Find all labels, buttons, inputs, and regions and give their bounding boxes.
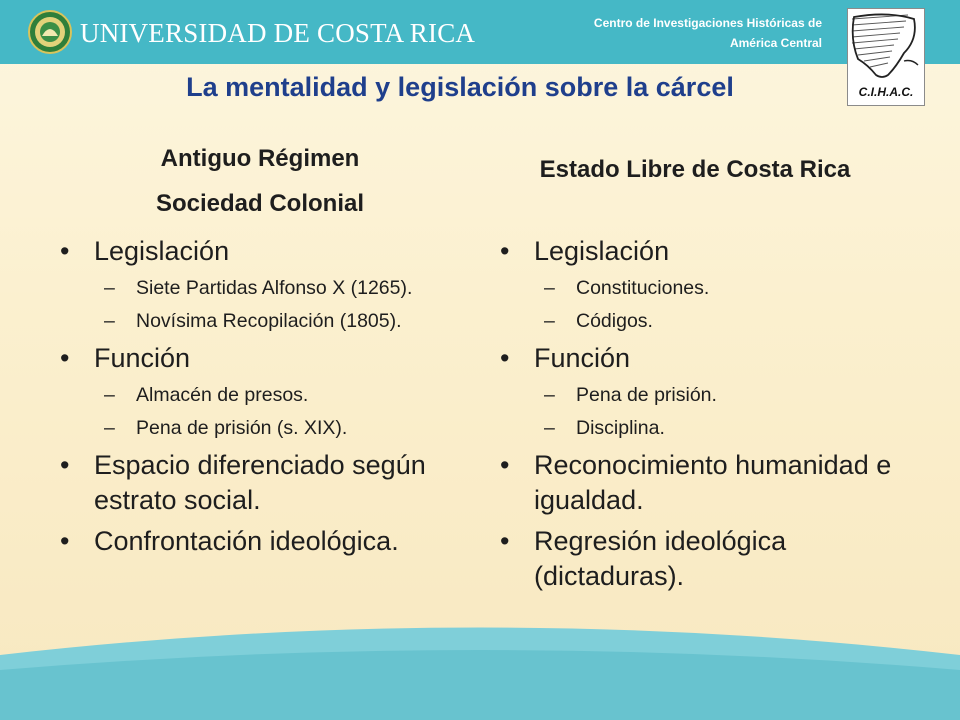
sub-list-item-label: Disciplina. [576, 417, 665, 439]
list-item-label: Regresión ideológica (dictaduras). [534, 526, 787, 591]
cihac-logo-text: C.I.H.A.C. [858, 85, 914, 99]
list-item [500, 234, 900, 335]
dash-icon: – [104, 310, 115, 332]
university-seal-icon [28, 10, 72, 54]
list-item [60, 524, 470, 559]
sub-list-item [534, 415, 900, 442]
list-item-label: Confrontación ideológica. [94, 526, 399, 556]
sub-list [94, 382, 470, 442]
list-item-label: Función [534, 343, 631, 373]
sub-list-item [534, 308, 900, 335]
sub-list-item-label: Constituciones. [576, 277, 710, 299]
bullet-icon: • [60, 526, 70, 556]
list-item [60, 234, 470, 335]
research-center-line1: Centro de Investigaciones Históricas de [593, 16, 822, 30]
list-item-label: Legislación [94, 236, 230, 266]
list-item [60, 448, 470, 518]
dash-icon: – [544, 384, 555, 406]
sub-list [94, 275, 470, 335]
list-item [500, 448, 900, 518]
slide-title: La mentalidad y legislación sobre la cárcel [186, 72, 734, 102]
left-column-heading-1: Antiguo Régimen [160, 145, 360, 172]
list-item [500, 341, 900, 442]
sub-list-item-label: Novísima Recopilación (1805). [136, 310, 402, 332]
sub-list-item-label: Almacén de presos. [136, 384, 309, 406]
sub-list [534, 275, 900, 335]
sub-list-item [94, 382, 470, 409]
left-column-heading-2: Sociedad Colonial [155, 190, 365, 217]
sub-list-item [94, 275, 470, 302]
list-item-label: Espacio diferenciado según estrato social. [94, 450, 426, 515]
sub-list-item [534, 382, 900, 409]
dash-icon: – [544, 310, 555, 332]
sub-list-item-label: Siete Partidas Alfonso X (1265). [136, 277, 413, 299]
list-item [60, 341, 470, 442]
dash-icon: – [104, 417, 115, 439]
sub-list-item-label: Pena de prisión. [576, 384, 717, 406]
bullet-icon: • [500, 526, 510, 556]
right-column-heading: Estado Libre de Costa Rica [539, 156, 851, 183]
list-item-label: Legislación [534, 236, 670, 266]
sub-list-item-label: Códigos. [576, 310, 653, 332]
bullet-icon: • [500, 450, 510, 480]
sub-list-item [534, 275, 900, 302]
list-item-label: Función [94, 343, 191, 373]
sub-list-item [94, 308, 470, 335]
bullet-icon: • [500, 343, 510, 373]
dash-icon: – [104, 277, 115, 299]
bullet-icon: • [60, 343, 70, 373]
sub-list-item-label: Pena de prisión (s. XIX). [136, 417, 348, 439]
research-center-name [562, 13, 822, 53]
dash-icon: – [104, 384, 115, 406]
bullet-icon: • [60, 450, 70, 480]
left-bullet-list [60, 234, 470, 565]
sub-list [534, 382, 900, 442]
bullet-icon: • [500, 236, 510, 266]
sub-list-item [94, 415, 470, 442]
right-bullet-list [500, 234, 900, 600]
bullet-icon: • [60, 236, 70, 266]
dash-icon: – [544, 277, 555, 299]
list-item-label: Reconocimiento humanidad e igualdad. [534, 450, 892, 515]
university-name: UNIVERSIDAD DE COSTA RICA [80, 18, 476, 48]
dash-icon: – [544, 417, 555, 439]
list-item [500, 524, 900, 594]
research-center-line2: América Central [729, 36, 822, 50]
